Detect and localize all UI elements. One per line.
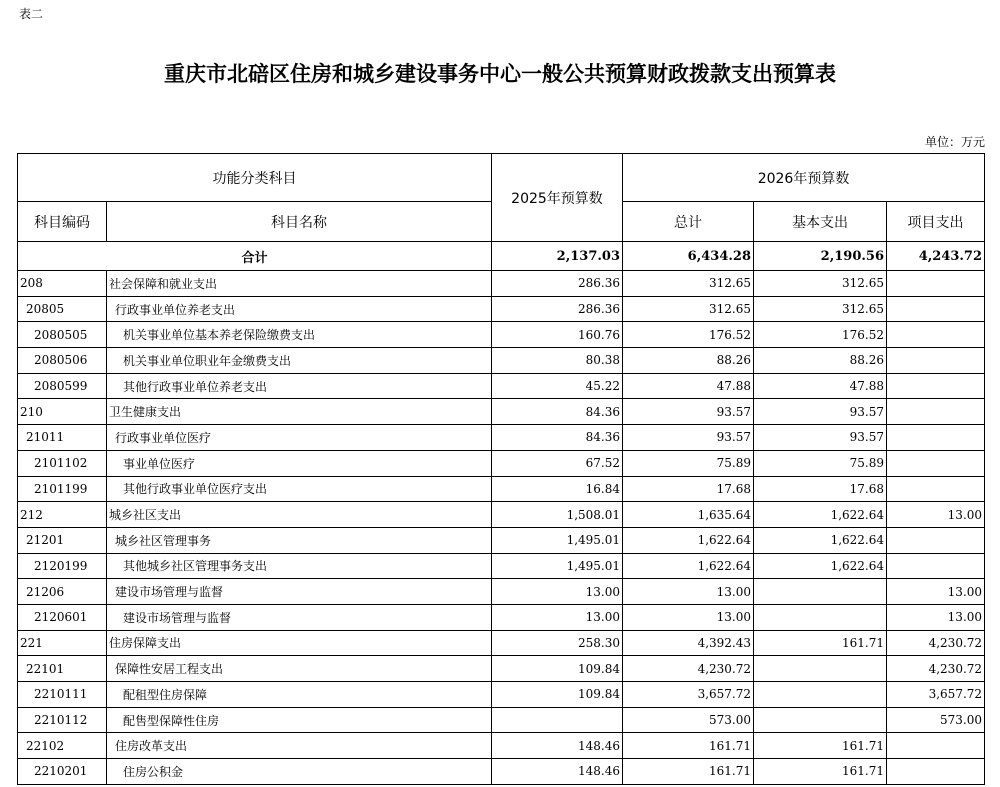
row-2026-project bbox=[887, 450, 985, 476]
row-code: 2210111 bbox=[18, 682, 107, 708]
table-label: 表二 bbox=[19, 7, 44, 21]
table-row bbox=[18, 682, 985, 708]
row-2026-basic: 312.65 bbox=[754, 296, 887, 322]
row-code: 2120601 bbox=[18, 604, 107, 630]
row-2026-basic: 17.68 bbox=[754, 476, 887, 502]
row-2026-total: 93.57 bbox=[623, 425, 754, 451]
header-basic: 基本支出 bbox=[754, 202, 887, 242]
row-2026-project bbox=[887, 733, 985, 759]
row-2025: 45.22 bbox=[492, 373, 623, 399]
row-code: 212 bbox=[18, 502, 107, 528]
row-name: 社会保障和就业支出 bbox=[107, 271, 492, 297]
row-2026-total: 4,392.43 bbox=[623, 630, 754, 656]
total-2026-basic: 2,190.56 bbox=[754, 242, 887, 271]
row-2025: 13.00 bbox=[492, 579, 623, 605]
header-2025-budget: 2025年预算数 bbox=[492, 154, 623, 242]
row-2026-project bbox=[887, 373, 985, 399]
row-2026-total: 75.89 bbox=[623, 450, 754, 476]
row-2025: 109.84 bbox=[492, 682, 623, 708]
row-code: 2120199 bbox=[18, 553, 107, 579]
row-code: 21011 bbox=[18, 425, 107, 451]
row-2026-project bbox=[887, 296, 985, 322]
row-name: 行政事业单位医疗 bbox=[107, 425, 492, 451]
row-2025: 1,508.01 bbox=[492, 502, 623, 528]
table-row bbox=[18, 450, 985, 476]
row-2026-total: 573.00 bbox=[623, 707, 754, 733]
row-code: 21206 bbox=[18, 579, 107, 605]
row-2026-total: 88.26 bbox=[623, 348, 754, 374]
row-2026-project: 4,230.72 bbox=[887, 630, 985, 656]
row-name: 配租型住房保障 bbox=[107, 682, 492, 708]
row-2025 bbox=[492, 707, 623, 733]
row-2026-project bbox=[887, 759, 985, 785]
row-2026-basic bbox=[754, 707, 887, 733]
row-2025: 286.36 bbox=[492, 271, 623, 297]
row-name: 城乡社区支出 bbox=[107, 502, 492, 528]
row-2026-project: 3,657.72 bbox=[887, 682, 985, 708]
table-row bbox=[18, 348, 985, 374]
row-2026-project: 13.00 bbox=[887, 579, 985, 605]
table-row bbox=[18, 656, 985, 682]
row-2025: 258.30 bbox=[492, 630, 623, 656]
row-2026-total: 13.00 bbox=[623, 604, 754, 630]
row-2026-total: 47.88 bbox=[623, 373, 754, 399]
row-2026-basic: 93.57 bbox=[754, 399, 887, 425]
table-row bbox=[18, 733, 985, 759]
row-2026-project bbox=[887, 527, 985, 553]
header-total: 总计 bbox=[623, 202, 754, 242]
row-2026-project: 13.00 bbox=[887, 502, 985, 528]
row-2026-total: 4,230.72 bbox=[623, 656, 754, 682]
table-row bbox=[18, 271, 985, 297]
row-2026-total: 312.65 bbox=[623, 296, 754, 322]
row-code: 2210112 bbox=[18, 707, 107, 733]
row-2026-basic bbox=[754, 682, 887, 708]
row-2026-basic: 75.89 bbox=[754, 450, 887, 476]
row-code: 2080505 bbox=[18, 322, 107, 348]
row-code: 2210201 bbox=[18, 759, 107, 785]
row-name: 建设市场管理与监督 bbox=[107, 604, 492, 630]
table-row bbox=[18, 553, 985, 579]
table-row bbox=[18, 604, 985, 630]
row-2026-total: 17.68 bbox=[623, 476, 754, 502]
row-name: 事业单位医疗 bbox=[107, 450, 492, 476]
row-2026-project bbox=[887, 322, 985, 348]
row-2026-project: 4,230.72 bbox=[887, 656, 985, 682]
row-2026-total: 1,635.64 bbox=[623, 502, 754, 528]
row-code: 2101199 bbox=[18, 476, 107, 502]
table-row bbox=[18, 759, 985, 785]
table-row bbox=[18, 322, 985, 348]
row-2025: 286.36 bbox=[492, 296, 623, 322]
row-code: 2101102 bbox=[18, 450, 107, 476]
row-2025: 84.36 bbox=[492, 425, 623, 451]
row-2026-basic: 161.71 bbox=[754, 630, 887, 656]
row-2025: 1,495.01 bbox=[492, 527, 623, 553]
row-2026-project bbox=[887, 476, 985, 502]
table-row bbox=[18, 707, 985, 733]
row-code: 21201 bbox=[18, 527, 107, 553]
total-2025: 2,137.03 bbox=[492, 242, 623, 271]
row-2026-total: 13.00 bbox=[623, 579, 754, 605]
table-row bbox=[18, 579, 985, 605]
row-2026-basic: 1,622.64 bbox=[754, 553, 887, 579]
row-2026-basic bbox=[754, 579, 887, 605]
row-2026-total: 1,622.64 bbox=[623, 527, 754, 553]
row-2026-project bbox=[887, 425, 985, 451]
row-name: 行政事业单位养老支出 bbox=[107, 296, 492, 322]
row-name: 机关事业单位职业年金缴费支出 bbox=[107, 348, 492, 374]
row-2026-total: 161.71 bbox=[623, 733, 754, 759]
total-label: 合计 bbox=[18, 242, 492, 271]
page-title: 重庆市北碚区住房和城乡建设事务中心一般公共预算财政拨款支出预算表 bbox=[164, 62, 836, 86]
row-2026-basic: 312.65 bbox=[754, 271, 887, 297]
table-row bbox=[18, 296, 985, 322]
total-2026-project: 4,243.72 bbox=[887, 242, 985, 271]
header-project: 项目支出 bbox=[887, 202, 985, 242]
row-2026-project bbox=[887, 271, 985, 297]
row-name: 配售型保障性住房 bbox=[107, 707, 492, 733]
table-row bbox=[18, 630, 985, 656]
row-2026-total: 312.65 bbox=[623, 271, 754, 297]
row-2026-total: 1,622.64 bbox=[623, 553, 754, 579]
header-func-class: 功能分类科目 bbox=[18, 154, 492, 202]
row-2025: 16.84 bbox=[492, 476, 623, 502]
row-name: 保障性安居工程支出 bbox=[107, 656, 492, 682]
row-2026-basic: 1,622.64 bbox=[754, 502, 887, 528]
total-2026-total: 6,434.28 bbox=[623, 242, 754, 271]
row-2026-basic: 93.57 bbox=[754, 425, 887, 451]
row-2026-total: 161.71 bbox=[623, 759, 754, 785]
table-row bbox=[18, 476, 985, 502]
row-2026-project bbox=[887, 553, 985, 579]
row-name: 其他城乡社区管理事务支出 bbox=[107, 553, 492, 579]
row-2025: 148.46 bbox=[492, 733, 623, 759]
row-2026-total: 93.57 bbox=[623, 399, 754, 425]
row-name: 卫生健康支出 bbox=[107, 399, 492, 425]
header-name: 科目名称 bbox=[107, 202, 492, 242]
row-2026-basic: 1,622.64 bbox=[754, 527, 887, 553]
row-2026-total: 3,657.72 bbox=[623, 682, 754, 708]
row-code: 22102 bbox=[18, 733, 107, 759]
table-row bbox=[18, 502, 985, 528]
row-code: 20805 bbox=[18, 296, 107, 322]
row-name: 其他行政事业单位养老支出 bbox=[107, 373, 492, 399]
row-2026-basic: 161.71 bbox=[754, 733, 887, 759]
row-2026-basic: 176.52 bbox=[754, 322, 887, 348]
row-2026-project: 13.00 bbox=[887, 604, 985, 630]
budget-table bbox=[17, 153, 985, 785]
row-name: 住房保障支出 bbox=[107, 630, 492, 656]
row-code: 221 bbox=[18, 630, 107, 656]
row-2026-basic: 161.71 bbox=[754, 759, 887, 785]
row-code: 210 bbox=[18, 399, 107, 425]
row-2026-basic: 88.26 bbox=[754, 348, 887, 374]
row-code: 2080506 bbox=[18, 348, 107, 374]
row-2025: 109.84 bbox=[492, 656, 623, 682]
row-name: 住房改革支出 bbox=[107, 733, 492, 759]
row-code: 22101 bbox=[18, 656, 107, 682]
row-2026-basic bbox=[754, 656, 887, 682]
unit-label: 单位：万元 bbox=[924, 135, 985, 149]
row-code: 2080599 bbox=[18, 373, 107, 399]
total-row bbox=[18, 242, 985, 271]
row-code: 208 bbox=[18, 271, 107, 297]
table-row bbox=[18, 399, 985, 425]
row-name: 住房公积金 bbox=[107, 759, 492, 785]
row-2025: 148.46 bbox=[492, 759, 623, 785]
row-name: 机关事业单位基本养老保险缴费支出 bbox=[107, 322, 492, 348]
row-2025: 84.36 bbox=[492, 399, 623, 425]
row-2026-total: 176.52 bbox=[623, 322, 754, 348]
row-2026-project bbox=[887, 348, 985, 374]
row-2025: 13.00 bbox=[492, 604, 623, 630]
row-name: 城乡社区管理事务 bbox=[107, 527, 492, 553]
header-2026-budget: 2026年预算数 bbox=[623, 154, 985, 202]
row-2026-basic: 47.88 bbox=[754, 373, 887, 399]
row-2025: 160.76 bbox=[492, 322, 623, 348]
row-name: 其他行政事业单位医疗支出 bbox=[107, 476, 492, 502]
row-2025: 67.52 bbox=[492, 450, 623, 476]
header-code: 科目编码 bbox=[18, 202, 107, 242]
row-2026-project bbox=[887, 399, 985, 425]
table-row bbox=[18, 425, 985, 451]
row-name: 建设市场管理与监督 bbox=[107, 579, 492, 605]
row-2026-basic bbox=[754, 604, 887, 630]
table-row bbox=[18, 373, 985, 399]
row-2026-project: 573.00 bbox=[887, 707, 985, 733]
row-2025: 80.38 bbox=[492, 348, 623, 374]
table-row bbox=[18, 527, 985, 553]
row-2025: 1,495.01 bbox=[492, 553, 623, 579]
